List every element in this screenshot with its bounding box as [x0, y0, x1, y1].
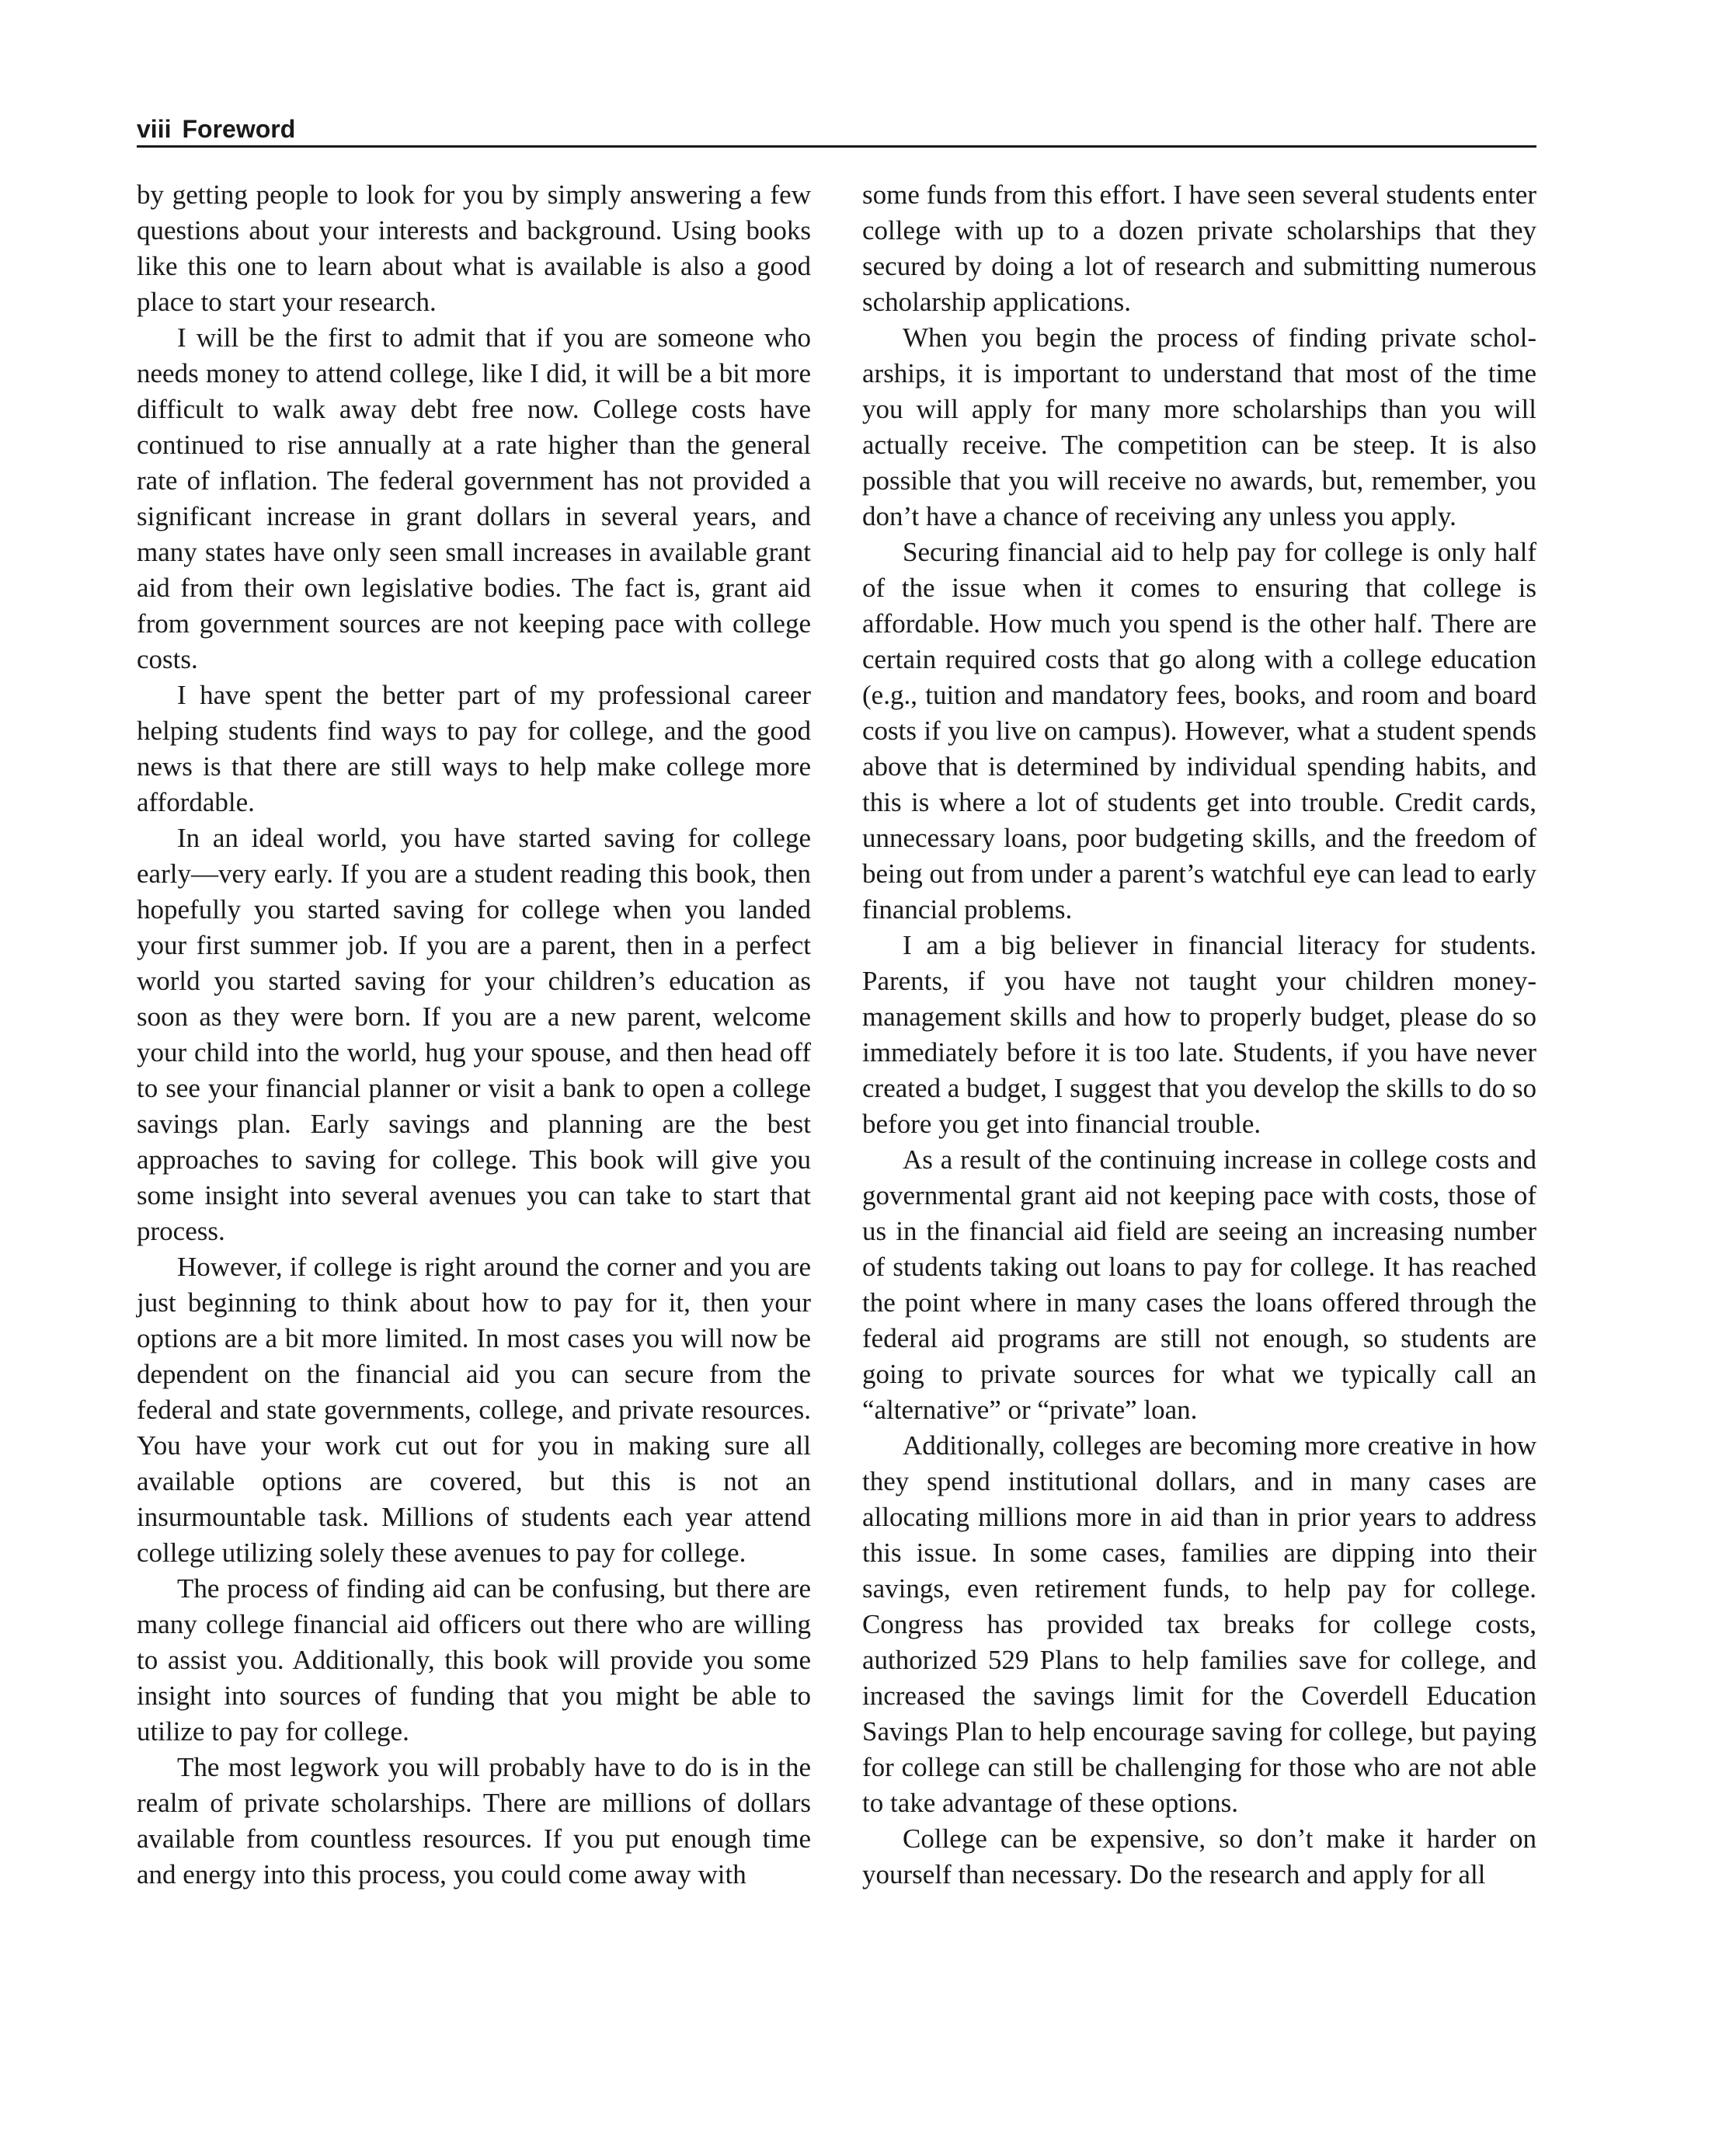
paragraph: by getting people to look for you by simply answering a few questions about your interests and background. Using books like this one to learn about what is available is also a good place to start your research.: [137, 179, 811, 317]
paragraph: I will be the first to admit that if you are someone who needs money to attend college, like I did, it will be a bit more difficult to walk away debt free now. College costs have continued to rise annually at a rate higher than the general rate of inflation. The federal government has not provided a significant increase in grant dollars in several years, and many states have only seen small increases in available grant aid from their own legislative bodies. The fact is, grant aid from government sources are not keeping pace with college costs.: [137, 322, 811, 674]
paragraph: some funds from this effort. I have seen several students enter college with up to a dozen private scholarships that they secured by doing a lot of research and submitting numerous scholarship applications.: [862, 179, 1536, 317]
header-rule: [137, 145, 1536, 148]
paragraph: I am a big believer in financial literacy for students. Parents, if you have not taught your children money-management skills and how to properly budget, please do so immediately before it is too late. Students, if you have never created a budget, I suggest that you develop the skills to do so before you get into financial trouble.: [862, 930, 1537, 1139]
paragraph: In an ideal world, you have started saving for college early—very early. If you are a student reading this book, then hopefully you started saving for college when you landed your first summer job. If you are a parent, then in a perfect world you started saving for your children’s education as soon as they were born. If you are a new parent, welcome your child into the world, hug your spouse, and then head off to see your financial planner or visit a bank to open a college savings plan. Early savings and planning are the best approaches to saving for college. This book will give you some insight into several avenues you can take to start that process.: [137, 823, 811, 1246]
paragraph: Additionally, colleges are becoming more creative in how they spend institutional dollars, and in many cases are allocating millions more in aid than in prior years to address this issue. In some cases, families are dipping into their savings, even retirement funds, to help pay for college. Congress has provided tax breaks for college costs, authorized 529 Plans to help families save for college, and increased the savings limit for the Coverdell Education Savings Plan to help encourage saving for college, but paying for college can still be challenging for those who are not able to take advantage of these options.: [862, 1430, 1536, 1818]
paragraph: As a result of the continuing increase in college costs and governmental grant aid not keeping pace with costs, those of us in the financial aid field are seeing an increasing number of students taking out loans to pay for college. It has reached the point where in many cases the loans offered through the federal aid programs are still not enough, so students are going to private sources for what we typically call an “alternative” or “private” loan.: [862, 1144, 1536, 1425]
paragraph: When you begin the process of finding private scholarships, it is important to understand that most of the time you will apply for many more scholarships than you will actually receive. The competition can be steep. It is also possible that you will receive no awards, but, remember, you don’t have a chance of receiving any unless you apply.: [862, 322, 1536, 531]
right-column: [862, 177, 1536, 1893]
paragraph: College can be expensive, so don’t make it harder on yourself than necessary. Do the research and apply for all: [862, 1823, 1536, 1890]
page-number: viii: [137, 115, 172, 143]
running-header: [137, 113, 1536, 145]
paragraph: However, if college is right around the corner and you are just beginning to think about how to pay for it, then your options are a bit more limited. In most cases you will now be dependent on the financial aid you can secure from the federal and state governments, college, and private resources. You have your work cut out for you in making sure all available options are covered, but this is not an insurmountable task. Millions of students each year attend college utilizing solely these avenues to pay for college.: [137, 1252, 811, 1568]
paragraph: The process of finding aid can be confusing, but there are many college financial aid officers out there who are willing to assist you. Additionally, this book will provide you some insight into sources of funding that you might be able to utilize to pay for college.: [137, 1573, 811, 1747]
section-title: Foreword: [182, 115, 296, 143]
paragraph: The most legwork you will probably have to do is in the realm of private scholarships. There are millions of dollars available from countless resources. If you put enough time and energy into this process, you could come away with: [137, 1752, 811, 1890]
left-column: [137, 177, 811, 1893]
paragraph: Securing financial aid to help pay for college is only half of the issue when it comes to ensuring that college is affordable. How much you spend is the other half. There are certain required costs that go along with a college education (e.g., tuition and mandatory fees, books, and room and board costs if you live on campus). However, what a student spends above that is determined by individual spending habits, and this is where a lot of students get into trouble. Credit cards, unnecessary loans, poor budgeting skills, and the freedom of being out from under a parent’s watchful eye can lead to early financial problems.: [862, 537, 1536, 925]
paragraph: I have spent the better part of my professional career helping students find ways to pay for college, and the good news is that there are still ways to help make college more affordable.: [137, 680, 811, 817]
